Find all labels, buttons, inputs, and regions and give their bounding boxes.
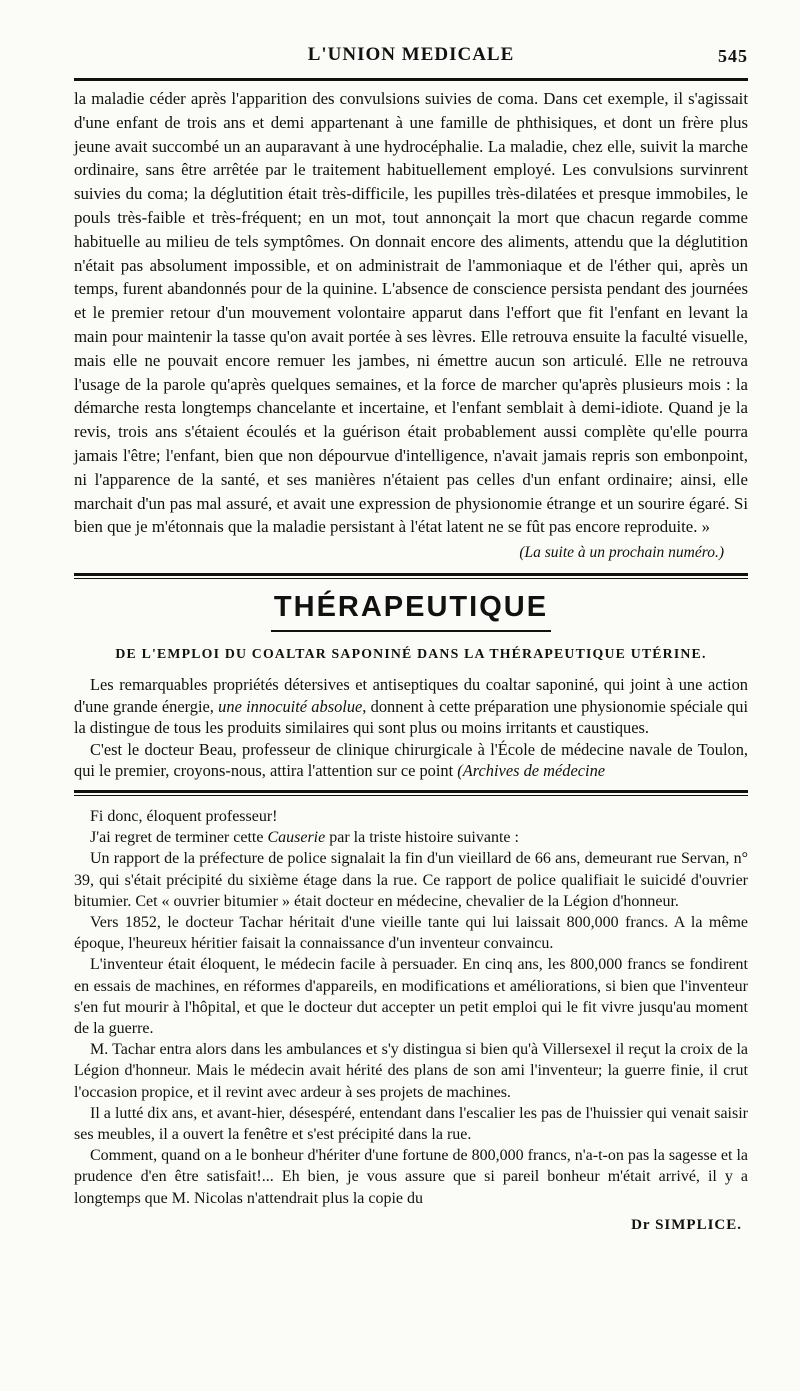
section-heading: THÉRAPEUTIQUE: [273, 590, 549, 623]
page-number: 545: [718, 46, 748, 66]
body-paragraph: M. Tachar entra alors dans les ambulances et s'y distingua si bien qu'à Villersexel il reçut la croix de la Légion d'honneur. Mais le médecin avait hérité des plans de son ami l'inventeur; la guerre finie, il crut l'occasion propice, et il revint avec ardeur à ses projets de machines.: [74, 1041, 748, 1101]
body-paragraph: Il a lutté dix ans, et avant-hier, désespéré, entendant dans l'escalier les pas de l'huissier qui venait saisir ses meubles, il a ouvert la fenêtre et s'est précipité dans la rue.: [74, 1104, 748, 1143]
body-paragraph: Les remarquables propriétés détersives et antiseptiques du coaltar saponiné, qui joint à une action d'une grande énergie, une innocuité absolue, donnent à cette préparation une physionomie spéciale qui la distingue de tous les produits similaires qui sont plus ou moins irritants et caustiques.: [74, 674, 748, 738]
author-signature: Dr SIMPLICE.: [631, 1216, 742, 1233]
body-paragraph: Comment, quand on a le bonheur d'hériter d'une fortune de 800,000 francs, n'a-t-on pas la sagesse et la prudence d'en être satisfait!... Eh bien, je vous assure que si pareil bonheur m'était arrivé, il y a longtemps que M. Nicolas n'attendrait plus la copie du: [74, 1147, 748, 1207]
article-continuation: [74, 87, 748, 565]
heading-underline: [271, 630, 551, 632]
body-paragraph: L'inventeur était éloquent, le médecin facile à persuader. En cinq ans, les 800,000 francs se fondirent en essais de machines, en réformes d'appareils, en modifications et améliorations, si bien que l'inventeur s'en fut mourir à l'hôpital, et que le docteur dut accepter un petit emploi qui le fit vivre jusqu'au moment de la guerre.: [74, 956, 748, 1037]
body-paragraph: Fi donc, éloquent professeur!: [90, 807, 278, 825]
body-paragraph: Un rapport de la préfecture de police signalait la fin d'un vieillard de 66 ans, demeurant rue Servan, n° 39, qui s'était précipité du sixième étage dans la rue. Ce rapport de police qualifiait le suicidé d'ouvrier bitumier. Cet « ouvrier bitumier » était docteur en médecine, chevalier de la Légion d'honneur.: [74, 850, 748, 910]
running-head: [74, 44, 748, 74]
body-paragraph: la maladie céder après l'apparition des convulsions suivies de coma. Dans cet exemple, il s'agissait d'une enfant de trois ans et demi appartenant à une famille de phthisiques, et dont un frère plus jeune avait succombé un an auparavant à une hydrocéphalie. La maladie, chez elle, suivit la marche ordinaire, sans être arrêtée par le traitement habituellement employé. Les convulsions survinrent suivies du coma; la déglutition était très-difficile, les pupilles très-dilatées et presque immobiles, le pouls très-faible et très-fréquent; en un mot, tout annonçait la mort que chacun regarde comme habituelle au milieu de tels symptômes. On donnait encore des aliments, attendu que la déglutition n'était pas absolument impossible, et on administrait de l'ammoniaque et de l'éther qui, après un temps, furent abandonnés pour de la quinine. L'absence de conscience persista pendant des journées et le premier retour d'un mouvement volontaire apparut dans l'effort que fit l'enfant en levant la main pour maintenir la tasse qu'on avait portée à ses lèvres. Elle retrouva ensuite la faculté visuelle, mais elle ne pouvait encore remuer les jambes, ni émettre aucun son articulé. Elle ne retrouva l'usage de la parole qu'après quelques semaines, et la force de marcher qu'après plusieurs mois : la démarche resta longtemps chancelante et incertaine, et l'enfant semblait à demi-idiote. Quand je la revis, trois ans s'étaient écoulés et la guérison était probablement aussi complète qu'elle pourra jamais l'être; l'enfant, bien que non dépourvue d'intelligence, n'avait jamais repris son embonpoint, ni l'apparence de la santé, et ses manières n'étaient pas celles d'un enfant ordinaire; ainsi, elle marchait d'un pas mal assuré, et avait une expression de physionomie étrange et un sourire égaré. Si bien que je m'étonnais que la maladie persistant à l'état latent ne se fût pas encore reproduite. »: [74, 89, 748, 537]
body-paragraph: J'ai regret de terminer cette Causerie par la triste histoire suivante :: [90, 829, 519, 847]
body-paragraph: C'est le docteur Beau, professeur de clinique chirurgicale à l'École de médecine navale de Toulon, qui le premier, croyons-nous, attira l'attention sur ce point (Archives de médecine: [74, 739, 748, 781]
continuation-note: (La suite à un prochain numéro.): [519, 544, 724, 562]
therapeutique-section: [74, 591, 748, 782]
causerie-section: [74, 806, 748, 1234]
section-divider: [74, 573, 748, 579]
section-divider: [74, 790, 748, 796]
journal-title: L'UNION MEDICALE: [307, 44, 515, 65]
body-paragraph: Vers 1852, le docteur Tachar héritait d'une vieille tante qui lui laissait 800,000 francs. A la même époque, l'heureux héritier faisait la connaissance d'un inventeur convaincu.: [74, 913, 748, 953]
article-title: DE L'EMPLOI DU COALTAR SAPONINÉ DANS LA THÉRAPEUTIQUE UTÉRINE.: [115, 645, 707, 661]
header-rule: [74, 78, 748, 81]
